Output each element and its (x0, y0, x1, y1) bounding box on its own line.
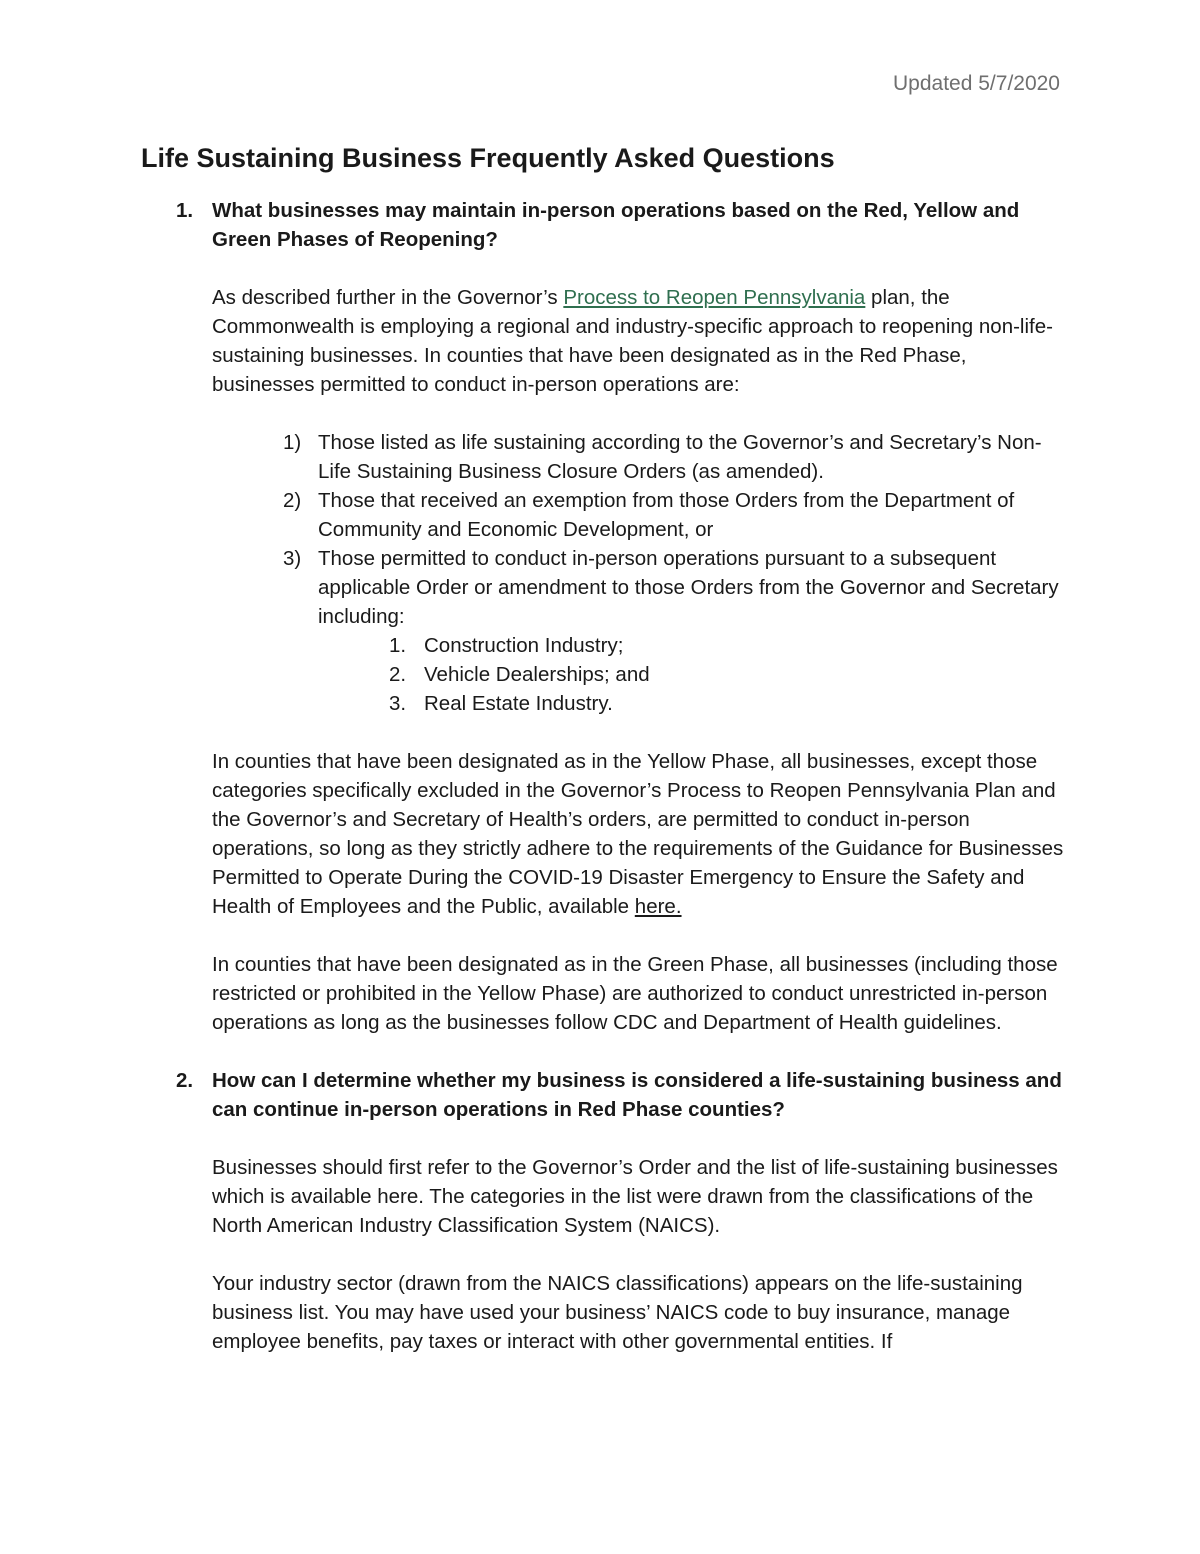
reopen-plan-link[interactable]: Process to Reopen Pennsylvania (563, 286, 866, 309)
sublist-item-text: Construction Industry; (424, 634, 624, 657)
list-item (283, 486, 1066, 544)
sublist-item-text: Vehicle Dealerships; and (424, 663, 650, 686)
q1-intro-before: As described further in the Governor’s (212, 286, 564, 309)
yellow-phase-text: In counties that have been designated as in the Yellow Phase, all businesses, except those categories specifically excluded in the Governor’s Process to Reopen Pennsylvania Plan and the Governor’s and Secretary of Health’s orders, are permitted to conduct in-person operations, so long as they strictly adhere to the requirements of the Guidance for Businesses Permitted to Operate During the COVID-19 Disaster Emergency to Ensure the Safety and Health of Employees and the Public, available (212, 750, 1064, 918)
question-2-text: How can I determine whether my business is considered a life-sustaining business and can continue in-person operations in Red Phase counties? (212, 1069, 1062, 1121)
sublist-item (389, 689, 1066, 718)
sublist-item-number: 3. (389, 692, 407, 715)
question-2 (176, 1066, 1066, 1124)
sublist-item (389, 660, 1066, 689)
list-item-number: 2) (283, 489, 302, 512)
q1-intro-after: plan, the Commonwealth is employing a regional and industry-specific approach to reopening non-life-sustaining businesses. In counties that have been designated as in the Red Phase, businesses permitted to conduct in-person operations are: (212, 286, 1053, 396)
list-item-text: Those permitted to conduct in-person operations pursuant to a subsequent applicable Order or amendment to those Orders from the Governor and Secretary including: (318, 547, 1059, 628)
sublist-item-number: 2. (389, 663, 407, 686)
q2-paragraph-1: Businesses should first refer to the Governor’s Order and the list of life-sustaining businesses which is available here. The categories in the list were drawn from the classifications of the North American Industry Classification System (NAICS). (212, 1156, 1058, 1237)
list-item (283, 544, 1066, 718)
sublist-item-number: 1. (389, 634, 407, 657)
red-phase-list (176, 428, 1066, 718)
yellow-phase-paragraph (176, 747, 1066, 921)
faq-content (176, 196, 1066, 1356)
q2-paragraph-2: Your industry sector (drawn from the NAICS classifications) appears on the life-sustaining business list. You may have used your business’ NAICS code to buy insurance, manage employee benefits, pay taxes or interact with other governmental entities. If (212, 1272, 1023, 1353)
green-phase-paragraph: In counties that have been designated as in the Green Phase, all businesses (including those restricted or prohibited in the Yellow Phase) are authorized to conduct unrestricted in-person operations as long as the businesses follow CDC and Department of Health guidelines. (212, 953, 1058, 1034)
list-item-number: 3) (283, 547, 302, 570)
question-1-number: 1. (176, 199, 194, 222)
sublist-item-text: Real Estate Industry. (424, 692, 613, 715)
updated-date: Updated 5/7/2020 (893, 72, 1060, 95)
industry-sublist (318, 631, 1066, 718)
list-item-number: 1) (283, 431, 302, 454)
guidance-here-link[interactable]: here. (634, 895, 682, 918)
question-2-number: 2. (176, 1069, 194, 1092)
question-1-text: What businesses may maintain in-person operations based on the Red, Yellow and Green Phases of Reopening? (212, 199, 1020, 251)
list-item (283, 428, 1066, 486)
sublist-item (389, 631, 1066, 660)
list-item-text: Those listed as life sustaining according to the Governor’s and Secretary’s Non-Life Sustaining Business Closure Orders (as amended). (318, 431, 1042, 483)
q1-intro-paragraph (176, 283, 1066, 399)
page-title: Life Sustaining Business Frequently Asked Questions (141, 143, 835, 173)
question-1 (176, 196, 1066, 254)
list-item-text: Those that received an exemption from those Orders from the Department of Community and Economic Development, or (318, 489, 1015, 541)
